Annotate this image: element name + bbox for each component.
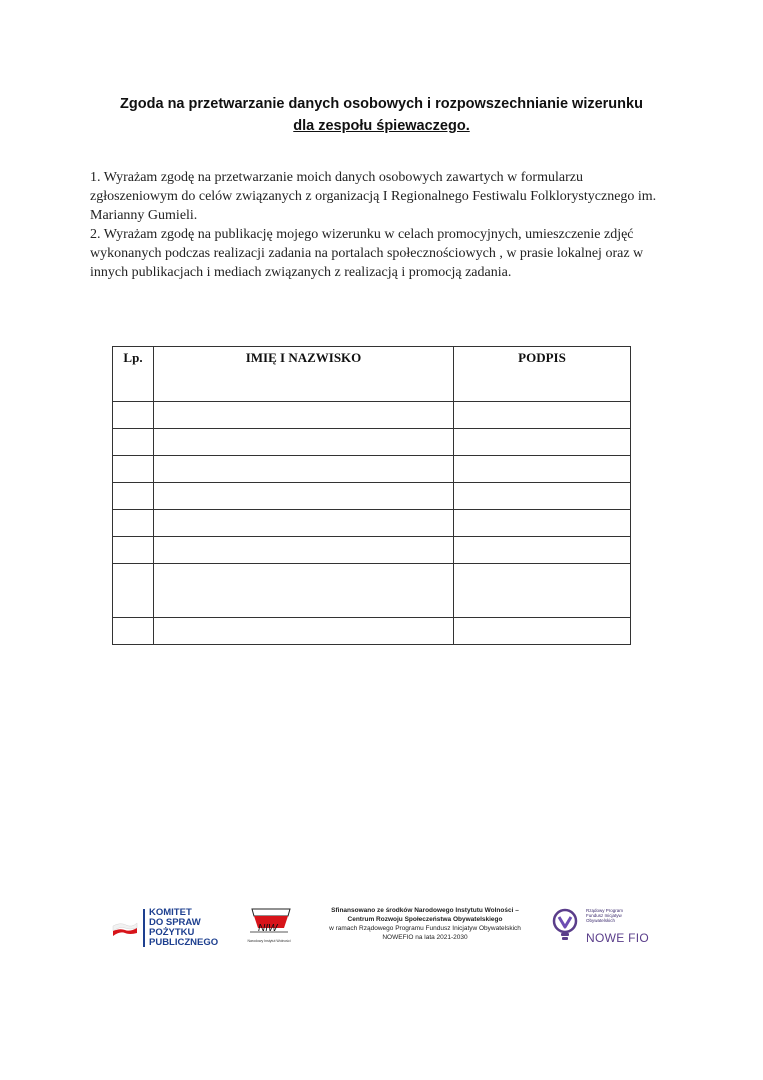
table-row <box>113 618 631 645</box>
table-row <box>113 402 631 429</box>
signature-table <box>112 346 631 645</box>
table-row <box>113 537 631 564</box>
cell-lp[interactable] <box>113 429 154 456</box>
komitet-line-4: PUBLICZNEGO <box>149 937 219 948</box>
funding-line-3: w ramach Rządowego Programu Fundusz Inicjatyw Obywatelskich <box>329 925 521 932</box>
funding-line-4: NOWEFIO na lata 2021-2030 <box>382 934 468 941</box>
cell-lp[interactable] <box>113 564 154 618</box>
nowe-fio-logo <box>552 906 662 950</box>
cell-signature[interactable] <box>454 537 631 564</box>
funding-note <box>318 906 532 942</box>
cell-name[interactable] <box>154 537 454 564</box>
cell-lp[interactable] <box>113 402 154 429</box>
cell-name[interactable] <box>154 456 454 483</box>
cell-lp[interactable] <box>113 456 154 483</box>
footer-logos <box>0 900 763 960</box>
cell-name[interactable] <box>154 402 454 429</box>
table-row <box>113 510 631 537</box>
cell-signature[interactable] <box>454 618 631 645</box>
header-name: IMIĘ I NAZWISKO <box>154 347 454 402</box>
table-row <box>113 456 631 483</box>
cell-name[interactable] <box>154 618 454 645</box>
lightbulb-icon <box>552 908 578 942</box>
funding-line-1: Sfinansowano ze środków Narodowego Instytutu Wolności – <box>331 907 519 914</box>
consent-text <box>90 168 670 282</box>
cell-name[interactable] <box>154 429 454 456</box>
table-row <box>113 564 631 618</box>
fio-name: NOWE FIO <box>586 931 650 945</box>
komitet-text <box>149 908 239 948</box>
funding-line-2: Centrum Rozwoju Społeczeństwa Obywatelskiego <box>347 916 503 923</box>
fio-subtitle-line-1: Rządowy Program <box>586 908 624 913</box>
table-row <box>113 429 631 456</box>
cell-signature[interactable] <box>454 429 631 456</box>
cell-signature[interactable] <box>454 510 631 537</box>
cell-lp[interactable] <box>113 483 154 510</box>
cell-lp[interactable] <box>113 510 154 537</box>
cell-signature[interactable] <box>454 402 631 429</box>
fio-subtitle <box>586 908 656 923</box>
cell-name[interactable] <box>154 564 454 618</box>
komitet-line-3: POŻYTKU <box>149 927 195 938</box>
header-signature: PODPIS <box>454 347 631 402</box>
consent-paragraph-1: 1. Wyrażam zgodę na przetwarzanie moich danych osobowych zawartych w formularzu zgłoszeniowym do celów związanych z organizacją I Regionalnego Festiwalu Folklorystycznego im. Marianny Gumieli. <box>90 170 657 223</box>
niw-logo-text: NIW <box>258 923 278 934</box>
cell-name[interactable] <box>154 510 454 537</box>
cell-signature[interactable] <box>454 483 631 510</box>
cell-lp[interactable] <box>113 537 154 564</box>
cell-signature[interactable] <box>454 456 631 483</box>
consent-paragraph-2: 2. Wyrażam zgodę na publikację mojego wizerunku w celach promocyjnych, umieszczenie zdjęć wykonanych podczas realizacji zadania na portalach społecznościowych , w prasie lokalnej oraz w innych publikacjach i mediach związanych z realizacją i promocją zadania. <box>90 227 644 280</box>
title-line-1: Zgoda na przetwarzanie danych osobowych i rozpowszechnianie wizerunku <box>120 96 643 112</box>
title-line-2: dla zespołu śpiewaczego. <box>293 118 470 134</box>
cell-lp[interactable] <box>113 618 154 645</box>
niw-flag-icon <box>244 906 294 939</box>
polish-flag-icon <box>112 920 138 936</box>
komitet-divider <box>143 909 145 947</box>
niw-logo <box>244 906 294 950</box>
document-title <box>0 93 763 137</box>
fio-subtitle-line-2: Fundusz Inicjatyw <box>586 913 622 918</box>
komitet-line-1: KOMITET <box>149 907 192 918</box>
fio-subtitle-line-3: Obywatelskich <box>586 918 616 923</box>
cell-signature[interactable] <box>454 564 631 618</box>
table-header-row <box>113 347 631 402</box>
niw-caption: Narodowy Instytut Wolności <box>247 939 291 943</box>
komitet-line-2: DO SPRAW <box>149 917 201 928</box>
table-row <box>113 483 631 510</box>
cell-name[interactable] <box>154 483 454 510</box>
header-lp: Lp. <box>113 347 154 402</box>
